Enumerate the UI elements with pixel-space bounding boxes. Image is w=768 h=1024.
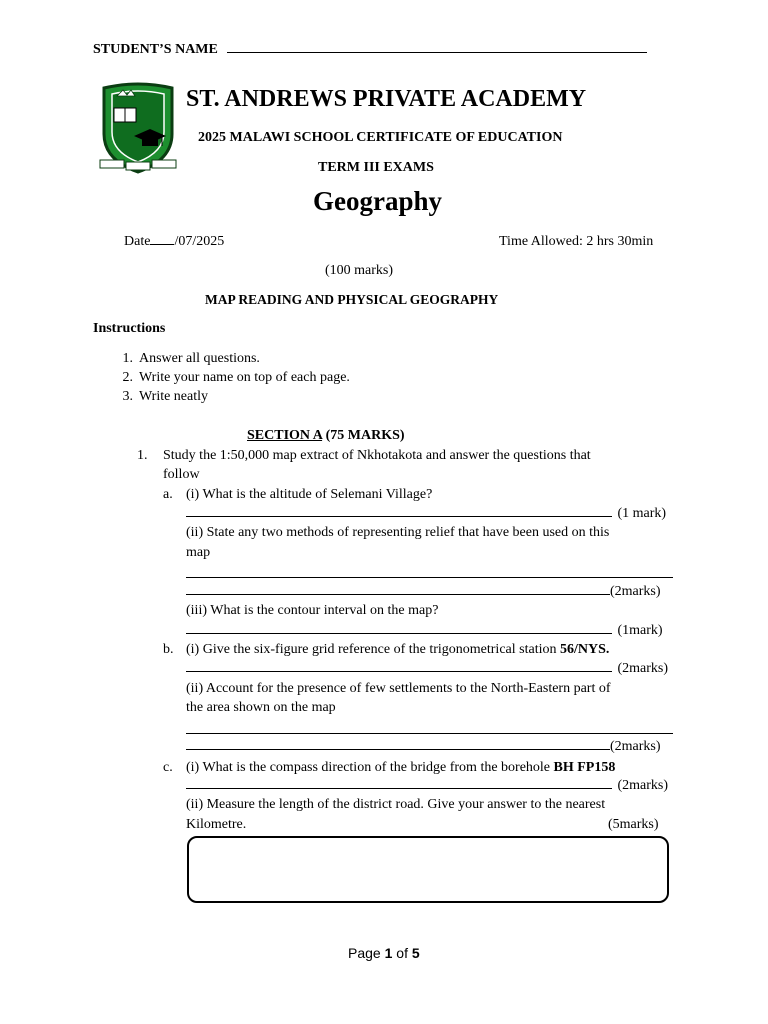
school-crest [96, 82, 180, 176]
instruction-number: 1. [122, 351, 133, 366]
answer-row [186, 623, 663, 639]
subject-title: Geography [313, 186, 443, 216]
marks-label: (2marks) [617, 778, 669, 793]
part-b-label: b. [163, 642, 174, 657]
date-row [124, 234, 224, 250]
page-total: 5 [411, 945, 420, 961]
part-a-i-question: (i) What is the altitude of Selemani Village? [186, 487, 433, 502]
instruction-item [113, 389, 208, 405]
question-1-text-line2: follow [163, 467, 200, 482]
student-name-label: STUDENT’S NAME [93, 42, 218, 57]
part-b-i-question [186, 642, 609, 658]
answer-row [186, 778, 668, 794]
answer-line [186, 748, 610, 750]
section-a-heading [247, 428, 405, 444]
answer-line [186, 670, 612, 672]
section-a-marks: (75 MARKS) [325, 428, 405, 443]
answer-row [186, 584, 661, 600]
instruction-item [113, 351, 260, 367]
instruction-text: Write your name on top of each page. [139, 370, 350, 385]
instruction-text: Answer all questions. [139, 351, 260, 366]
page-footer [348, 945, 420, 961]
part-b-ii-question-line2: the area shown on the map [186, 700, 336, 715]
part-a-iii-question: (iii) What is the contour interval on the map? [186, 603, 439, 618]
date-value: /07/2025 [174, 234, 225, 249]
date-label: Date [124, 234, 151, 249]
answer-line [186, 787, 612, 789]
part-b-i-text: (i) Give the six-figure grid reference of the trigonometrical station [186, 642, 557, 657]
marks-label: (2marks) [617, 661, 669, 676]
answer-line [186, 733, 673, 734]
instruction-item [113, 370, 350, 386]
exam-title: 2025 MALAWI SCHOOL CERTIFICATE OF EDUCATION [198, 130, 563, 145]
date-blank [150, 243, 174, 245]
answer-line [186, 515, 612, 517]
part-a-ii-question-line1: (ii) State any two methods of representing relief that have been used on this [186, 525, 610, 540]
student-name-blank [227, 51, 647, 53]
page-word: Page [348, 945, 381, 961]
marks-label: (5marks) [608, 817, 659, 832]
page-number: 1 [384, 945, 393, 961]
paper-title: MAP READING AND PHYSICAL GEOGRAPHY [205, 292, 499, 307]
part-a-ii-question-line2: map [186, 545, 211, 560]
part-a-label: a. [163, 487, 173, 502]
instructions-heading: Instructions [93, 321, 166, 336]
part-c-i-text: (i) What is the compass direction of the bridge from the borehole [186, 760, 551, 775]
answer-line [186, 577, 673, 578]
answer-line [186, 593, 610, 595]
instruction-number: 2. [122, 370, 133, 385]
answer-line [186, 632, 612, 634]
part-c-i-question [186, 760, 615, 776]
school-name: ST. ANDREWS PRIVATE ACADEMY [186, 86, 587, 112]
part-c-ii-question-line2: Kilometre. [186, 817, 247, 832]
marks-label: (1 mark) [617, 506, 667, 521]
of-word: of [396, 945, 408, 961]
student-name-row [93, 42, 647, 58]
total-marks: (100 marks) [325, 263, 394, 278]
instruction-number: 3. [122, 389, 133, 404]
answer-box[interactable] [187, 836, 669, 903]
answer-row [186, 661, 668, 677]
borehole-ref: BH FP158 [553, 760, 616, 775]
instruction-text: Write neatly [139, 389, 209, 404]
part-c-ii-question-line1: (ii) Measure the length of the district road. Give your answer to the nearest [186, 797, 606, 812]
term-title: TERM III EXAMS [318, 160, 434, 175]
part-c-label: c. [163, 760, 173, 775]
trig-station-ref: 56/NYS. [559, 642, 610, 657]
section-a-title: SECTION A [247, 428, 323, 443]
part-b-ii-question-line1: (ii) Account for the presence of few settlements to the North-Eastern part of [186, 681, 611, 696]
question-1-text-line1: Study the 1:50,000 map extract of Nkhotakota and answer the questions that [163, 448, 591, 463]
time-allowed: Time Allowed: 2 hrs 30min [499, 234, 654, 249]
answer-row [186, 739, 661, 755]
answer-row [186, 506, 666, 522]
question-1-number: 1. [137, 448, 148, 463]
marks-label: (2marks) [610, 584, 661, 599]
marks-label: (2marks) [610, 739, 661, 754]
marks-label: (1mark) [617, 623, 663, 638]
